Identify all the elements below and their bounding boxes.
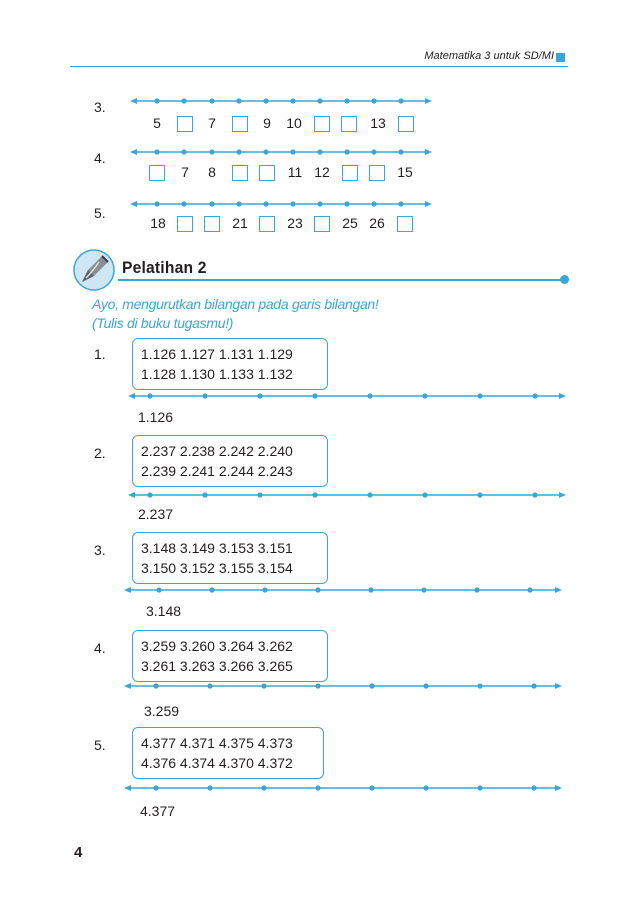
number-set-box [132,630,328,682]
number-label: 18 [150,215,166,231]
number-line [128,491,566,499]
number-label: 7 [208,115,216,131]
number-set-row: 2.237 2.238 2.242 2.240 [141,443,293,459]
number-label: 9 [263,115,271,131]
answer-box [314,116,330,132]
number-line [124,682,562,690]
answer-box [149,165,165,181]
number-label: 7 [181,164,189,180]
start-label: 3.259 [144,703,180,719]
question-number: 1. [94,346,106,362]
number-set-box [132,727,324,779]
question-number: 3. [94,542,106,558]
answer-box [369,165,385,181]
page-number: 4 [74,844,83,861]
number-label: 13 [370,115,386,131]
question-number: 2. [94,445,106,461]
number-set-row: 4.376 4.374 4.370 4.372 [141,755,293,771]
question-number: 5. [94,205,106,221]
question-number: 5. [94,737,106,753]
instruction-text: Ayo, mengurutkan bilangan pada garis bilangan! [92,296,379,312]
start-label: 2.237 [138,506,174,522]
number-line [130,200,432,208]
number-label: 10 [286,115,302,131]
number-label: 23 [287,215,303,231]
number-set-box [132,532,328,584]
start-label: 1.126 [138,409,174,425]
answer-box [232,116,248,132]
number-label: 21 [232,215,248,231]
question-number: 4. [94,640,106,656]
number-line [128,392,566,400]
number-line [124,784,562,792]
answer-box [397,216,413,232]
number-set-row: 1.128 1.130 1.133 1.132 [141,366,293,382]
number-set-row: 2.239 2.241 2.244 2.243 [141,463,293,479]
answer-box [177,116,193,132]
section-title: Pelatihan 2 [122,258,207,277]
pencil-badge-icon [72,248,116,292]
number-set-row: 1.126 1.127 1.131 1.129 [141,346,293,362]
answer-box [398,116,414,132]
number-label: 12 [314,164,330,180]
question-number: 4. [94,150,106,166]
running-header: Matematika 3 untuk SD/MI [424,50,554,62]
number-set-row: 3.150 3.152 3.155 3.154 [141,560,293,576]
answer-box [204,216,220,232]
number-set-row: 3.261 3.263 3.266 3.265 [141,658,293,674]
section-rule [118,279,564,281]
answer-box [259,165,275,181]
header-rule [70,66,568,67]
number-set-box [132,338,328,390]
number-line [130,97,432,105]
answer-box [259,216,275,232]
answer-box [314,216,330,232]
number-set-row: 3.259 3.260 3.264 3.262 [141,638,293,654]
header-square-icon [556,53,565,62]
start-label: 4.377 [140,803,176,819]
section-rule-dot [560,275,569,284]
number-label: 15 [397,164,413,180]
number-label: 5 [153,115,161,131]
question-number: 3. [94,99,106,115]
number-set-box [132,435,328,487]
instruction-note: (Tulis di buku tugasmu!) [92,315,234,331]
answer-box [342,165,358,181]
answer-box [232,165,248,181]
number-label: 11 [287,164,303,180]
number-set-row: 4.377 4.371 4.375 4.373 [141,735,293,751]
answer-box [177,216,193,232]
number-line [124,586,562,594]
answer-box [341,116,357,132]
number-label: 26 [369,215,385,231]
number-set-row: 3.148 3.149 3.153 3.151 [141,540,293,556]
start-label: 3.148 [146,603,182,619]
number-label: 25 [342,215,358,231]
number-line [130,148,432,156]
number-label: 8 [208,164,216,180]
